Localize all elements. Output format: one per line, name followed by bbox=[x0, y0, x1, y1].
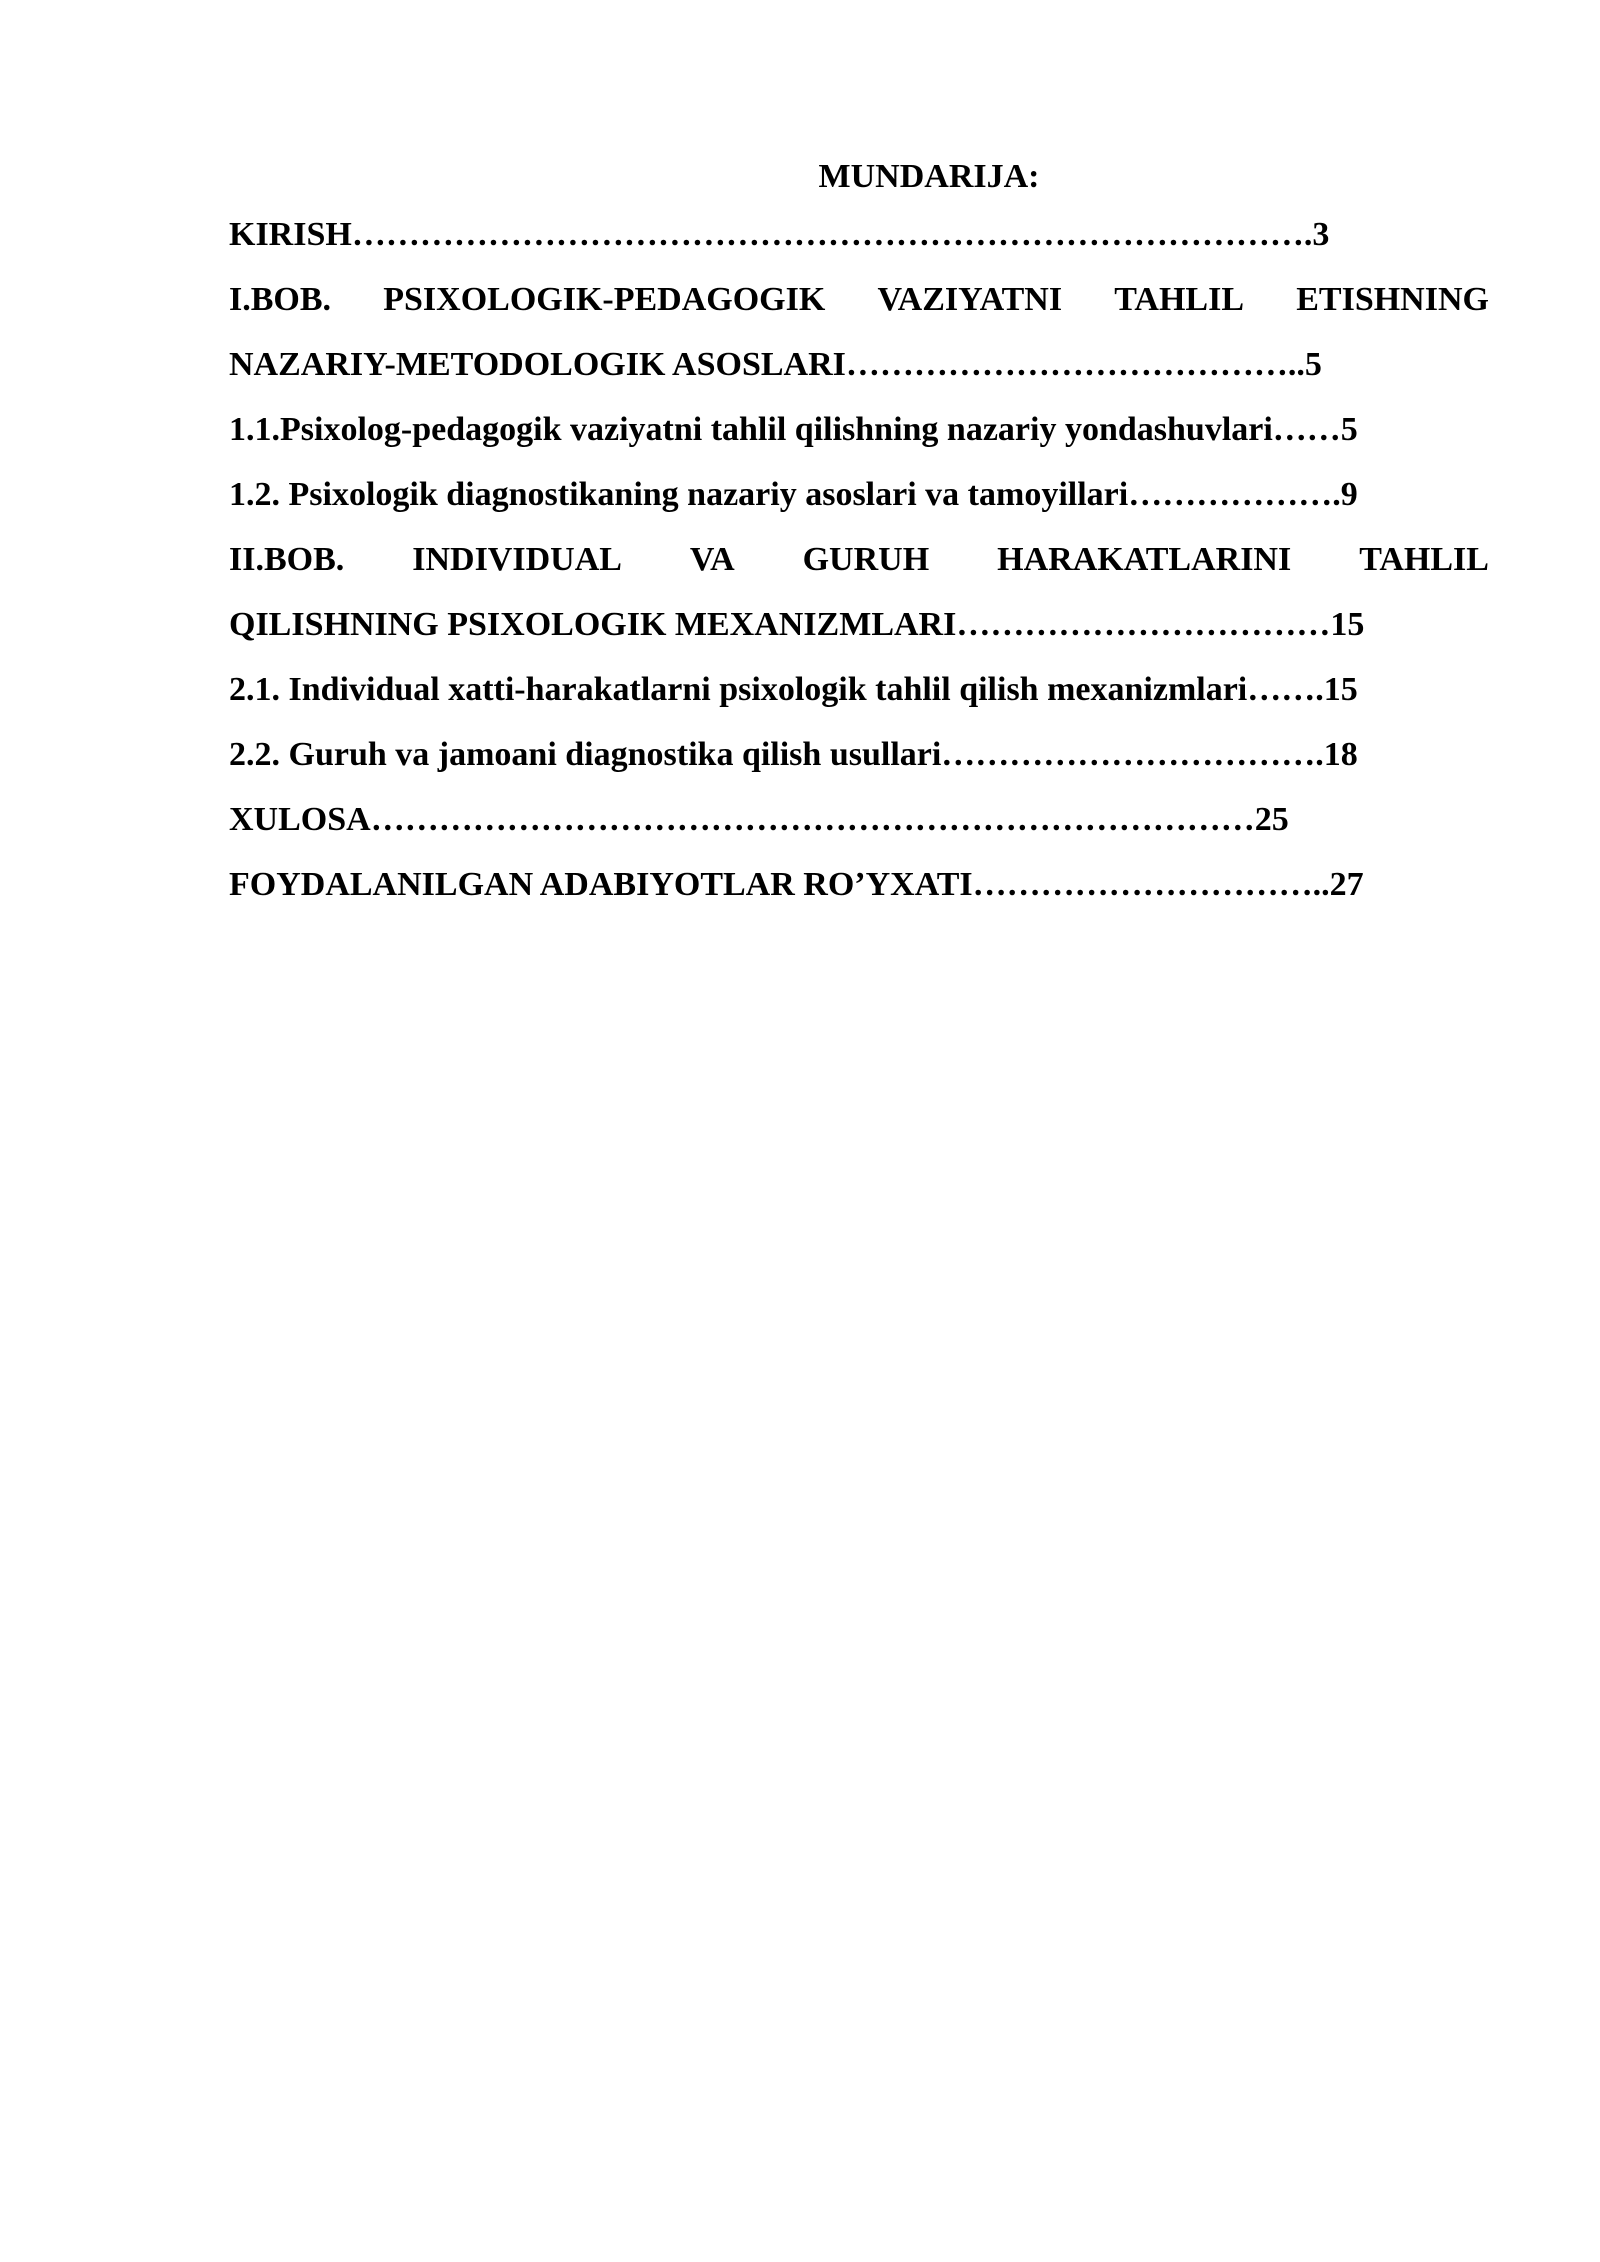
toc-entry-section-1-2: 1.2. Psixologik diagnostikaning nazariy asoslari va tamoyillari……………….9 bbox=[229, 476, 1358, 513]
toc-entry-references: FOYDALANILGAN ADABIYOTLAR RO’YXATI…………………………..27 bbox=[229, 866, 1364, 903]
toc-entry-kirish: KIRISH………………………………………………………………………….3 bbox=[229, 216, 1330, 253]
toc-word: VA bbox=[689, 541, 735, 578]
toc-title: MUNDARIJA: bbox=[818, 158, 1040, 195]
toc-entry-chapter-1-line-2: NAZARIY-METODOLOGIK ASOSLARI…………………………………..5 bbox=[229, 346, 1322, 383]
toc-word: VAZIYATNI bbox=[877, 281, 1063, 318]
toc-entry-chapter-2-line-2: QILISHNING PSIXOLOGIK MEXANIZMLARI……………………………15 bbox=[229, 606, 1365, 643]
toc-word: TAHLIL bbox=[1359, 541, 1489, 578]
toc-entry-section-1-1: 1.1.Psixolog-pedagogik vaziyatni tahlil qilishning nazariy yondashuvlari……5 bbox=[229, 411, 1358, 448]
toc-entry-section-2-2: 2.2. Guruh va jamoani diagnostika qilish usullari…………………………….18 bbox=[229, 736, 1358, 773]
toc-word: II.BOB. bbox=[229, 541, 345, 578]
toc-word: TAHLIL bbox=[1114, 281, 1245, 318]
toc-word: I.BOB. bbox=[229, 281, 332, 318]
toc-word: ETISHNING bbox=[1296, 281, 1489, 318]
toc-entry-section-2-1: 2.1. Individual xatti-harakatlarni psixologik tahlil qilish mexanizmlari…….15 bbox=[229, 671, 1358, 708]
toc-word: INDIVIDUAL bbox=[412, 541, 622, 578]
toc-entry-chapter-2-line-1 bbox=[229, 527, 1489, 592]
toc-word: HARAKATLARINI bbox=[997, 541, 1292, 578]
toc-word: GURUH bbox=[802, 541, 930, 578]
table-of-contents bbox=[229, 152, 1489, 917]
toc-entry-chapter-1-line-1 bbox=[229, 267, 1489, 332]
toc-entry-xulosa: XULOSA……………………………………………………………………25 bbox=[229, 801, 1289, 838]
toc-word: PSIXOLOGIK-PEDAGOGIK bbox=[383, 281, 826, 318]
